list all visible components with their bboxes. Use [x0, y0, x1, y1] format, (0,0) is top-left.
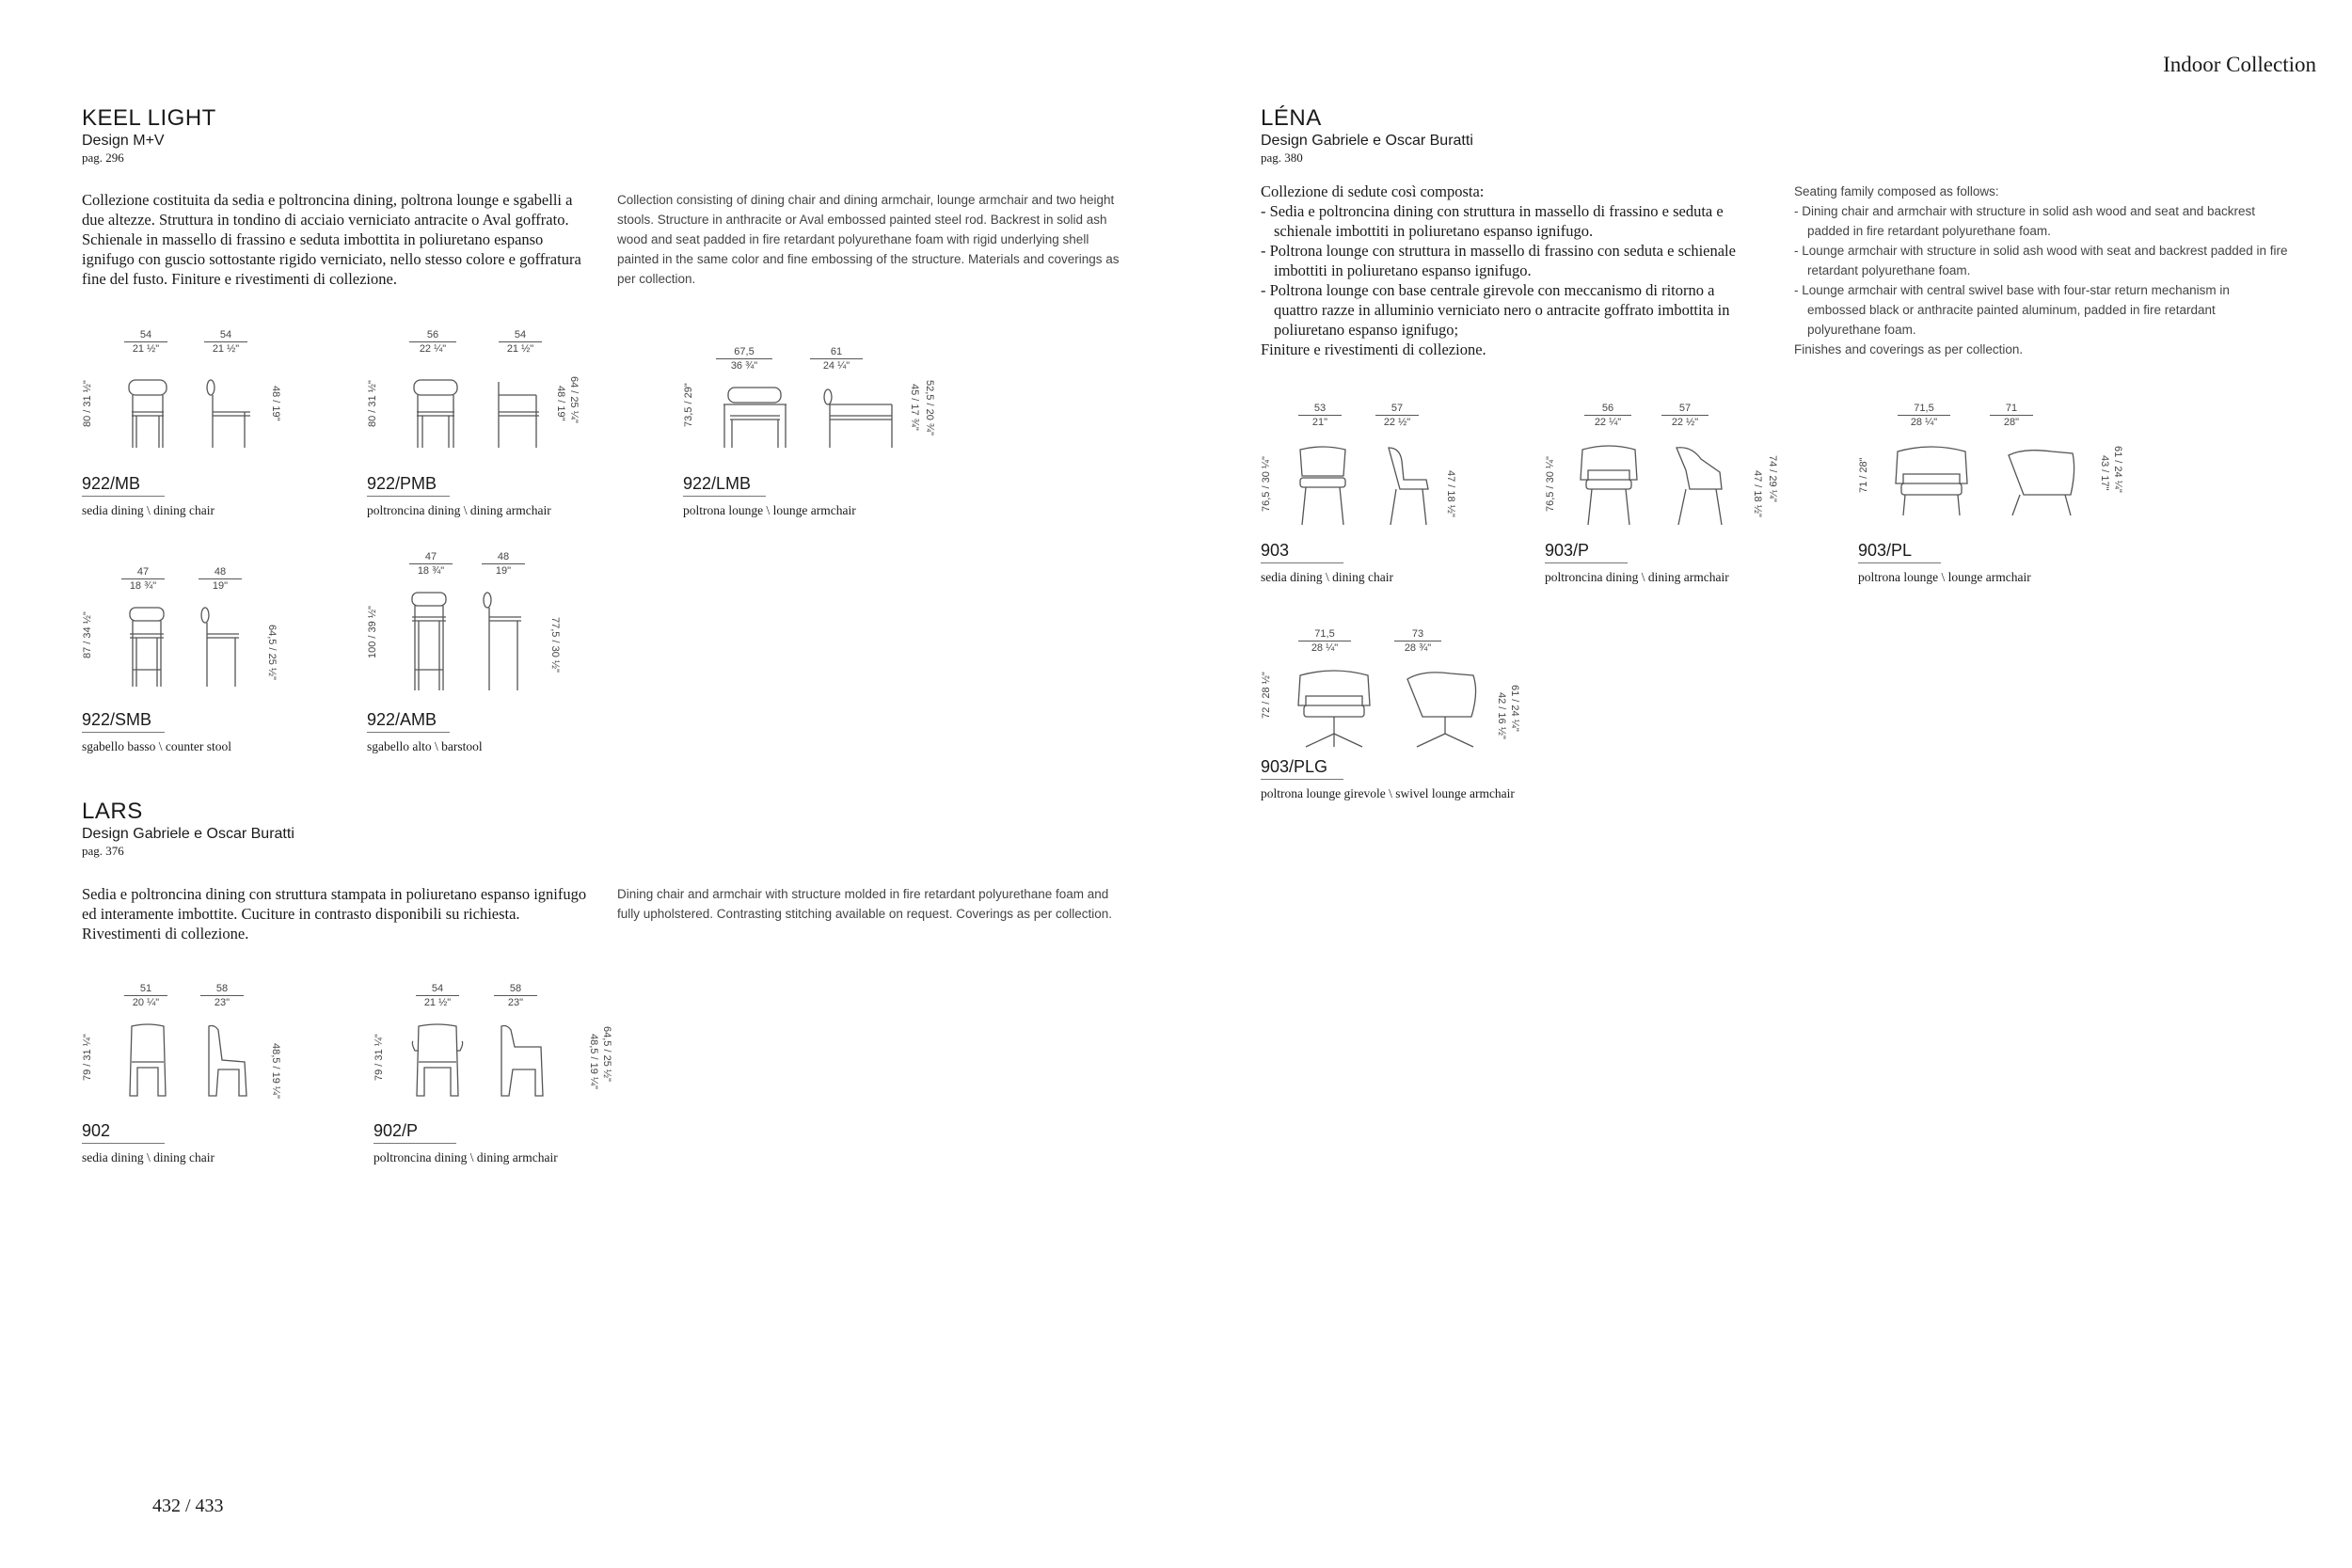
dimension-arm-height: 61 / 24 ¼"	[1509, 685, 1520, 732]
product-code: 922/SMB	[82, 709, 165, 733]
dimension-width-front: 51 20 ¼"	[124, 983, 167, 1008]
product-label	[367, 709, 483, 755]
description-outro: Finiture e rivestimenti di collezione.	[1261, 341, 1486, 358]
keel-section-header	[82, 105, 216, 166]
product-code: 903/P	[1545, 540, 1628, 563]
keel-description-en	[617, 190, 1130, 289]
page-numbers: 432 / 433	[152, 1496, 224, 1516]
description-item: - Dining chair and armchair with structure in solid ash wood and seat and backrest padded in fire retardant polyurethane foam.	[1794, 204, 2255, 238]
product-name: poltrona lounge girevole \ swivel lounge armchair	[1261, 786, 1515, 800]
dimension-height: 80 / 31 ½"	[82, 380, 93, 427]
dimension-height: 80 / 31 ½"	[367, 380, 378, 427]
dimension-seat-height: 45 / 17 ¾"	[909, 384, 920, 431]
collection-header: Indoor Collection	[2163, 53, 2316, 76]
section-page-ref: pag. 376	[82, 844, 124, 858]
barstool-drawing	[406, 589, 548, 692]
chair-drawing	[124, 1022, 265, 1098]
dimension-depth-side: 71 28"	[1990, 403, 2033, 428]
description-intro: Seating family composed as follows:	[1794, 184, 1999, 198]
dimension-depth-side: 54 21 ½"	[204, 329, 247, 355]
dimension-width-front: 56 22 ¼"	[1584, 403, 1631, 428]
dimension-seat-height: 47 / 18 ½"	[1752, 470, 1763, 517]
product-code: 922/LMB	[683, 473, 766, 497]
chair-drawing	[1295, 442, 1445, 527]
product-label	[373, 1120, 558, 1166]
description-text: Sedia e poltroncina dining con struttura stampata in poliuretano espanso ignifugo ed interamente imbottite. Cuciture in contrasto disponibili su richiesta. Rivestimenti di collezione.	[82, 885, 587, 942]
section-designer: Design M+V	[82, 133, 165, 149]
dimension-arm-height: 61 / 24 ¼"	[2112, 446, 2123, 493]
description-item: - Lounge armchair with central swivel base with four-star return mechanism in embossed black or anthracite painted aluminum, padded in fire retardant polyurethane foam.	[1794, 283, 2230, 337]
product-code: 922/MB	[82, 473, 165, 497]
dimension-depth-side: 61 24 ¼"	[810, 346, 863, 372]
dimension-height: 76,5 / 30 ¼"	[1545, 456, 1556, 512]
product-name: sedia dining \ dining chair	[82, 503, 215, 517]
dimension-width-front: 71,5 28 ¼"	[1298, 628, 1351, 654]
product-code: 922/AMB	[367, 709, 450, 733]
dimension-depth-side: 48 19"	[482, 551, 525, 577]
dimension-seat-height: 64,5 / 25 ½"	[266, 625, 278, 680]
description-item: - Poltrona lounge con base centrale girevole con meccanismo di ritorno a quattro razze in alluminio verniciato nero o antracite goffrato imbottita in poliuretano espanso ignifugo;	[1261, 281, 1730, 339]
dimension-depth-side: 48 19"	[199, 566, 242, 592]
product-label	[1858, 540, 2031, 586]
section-title: KEEL LIGHT	[82, 105, 216, 131]
dimension-height: 100 / 39 ½"	[367, 606, 378, 658]
product-label	[82, 1120, 215, 1166]
dimension-depth-side: 73 28 ¾"	[1394, 628, 1441, 654]
dimension-width-front: 71,5 28 ¼"	[1898, 403, 1950, 428]
description-item: - Lounge armchair with structure in solid ash wood with seat and backrest padded in fire retardant polyurethane foam.	[1794, 244, 2288, 277]
lars-section-header	[82, 799, 294, 859]
swivel-lounge-drawing	[1295, 666, 1502, 751]
armchair-drawing	[1579, 442, 1757, 527]
lounge-drawing	[719, 384, 916, 450]
dimension-height: 79 / 31 ¼"	[82, 1034, 93, 1081]
section-page-ref: pag. 380	[1261, 150, 1303, 165]
product-name: poltroncina dining \ dining armchair	[373, 1150, 558, 1164]
dimension-arm-height: 64 / 25 ¼"	[568, 376, 580, 423]
product-label	[82, 473, 215, 519]
armchair-drawing	[409, 374, 550, 450]
product-label	[1261, 540, 1393, 586]
lena-description-it	[1261, 182, 1736, 359]
dimension-height: 71 / 28"	[1858, 457, 1869, 493]
dimension-seat-height: 47 / 18 ½"	[1445, 470, 1456, 517]
dimension-height: 79 / 31 ¼"	[373, 1034, 385, 1081]
section-designer: Design Gabriele e Oscar Buratti	[82, 826, 294, 842]
dimension-seat-height: 48 / 19"	[270, 386, 281, 421]
product-name: poltrona lounge \ lounge armchair	[1858, 570, 2031, 584]
product-code: 903/PLG	[1261, 756, 1343, 780]
description-text: Dining chair and armchair with structure molded in fire retardant polyurethane foam and fully upholstered. Contrasting stitching available on request. Coverings as per collection.	[617, 887, 1113, 921]
product-name: sedia dining \ dining chair	[1261, 570, 1393, 584]
dimension-arm-height: 64,5 / 25 ½"	[601, 1026, 612, 1082]
dimension-depth-side: 58 23"	[494, 983, 537, 1008]
dimension-height: 72 / 28 ½"	[1261, 672, 1272, 719]
product-code: 903	[1261, 540, 1343, 563]
dimension-depth-side: 54 21 ½"	[499, 329, 542, 355]
lena-description-en	[1794, 182, 2288, 359]
dimension-width-front: 53 21"	[1298, 403, 1342, 428]
dimension-width-front: 54 21 ½"	[416, 983, 459, 1008]
description-intro: Collezione di sedute così composta:	[1261, 182, 1485, 200]
product-label	[1261, 756, 1515, 802]
section-designer: Design Gabriele e Oscar Buratti	[1261, 133, 1473, 149]
lena-section-header	[1261, 105, 1473, 166]
dimension-width-front: 54 21 ½"	[124, 329, 167, 355]
dimension-seat-height: 42 / 16 ½"	[1496, 692, 1507, 739]
description-item: - Sedia e poltroncina dining con struttura in massello di frassino e seduta e schienale imbottiti in poliuretano espanso ignifugo.	[1261, 202, 1724, 240]
dimension-seat-height: 48 / 19"	[555, 386, 566, 421]
product-label	[1545, 540, 1729, 586]
dimension-width-front: 56 22 ¼"	[409, 329, 456, 355]
product-name: sgabello alto \ barstool	[367, 739, 483, 753]
product-name: sedia dining \ dining chair	[82, 1150, 215, 1164]
product-code: 903/PL	[1858, 540, 1941, 563]
dimension-depth-side: 58 23"	[200, 983, 244, 1008]
product-code: 922/PMB	[367, 473, 450, 497]
dimension-height: 87 / 34 ½"	[82, 611, 93, 658]
description-outro: Finishes and coverings as per collection.	[1794, 342, 2024, 356]
chair-drawing	[124, 374, 256, 450]
section-title: LARS	[82, 799, 143, 824]
lars-description-en	[617, 884, 1130, 924]
description-item: - Poltrona lounge con struttura in massello di frassino con seduta e schienale imbottiti in poliuretano espanso ignifugo.	[1261, 242, 1736, 279]
lounge-drawing	[1892, 442, 2108, 517]
product-name: sgabello basso \ counter stool	[82, 739, 231, 753]
dimension-seat-height: 48,5 / 19 ¼"	[588, 1034, 599, 1089]
description-text: Collection consisting of dining chair and dining armchair, lounge armchair and two height stools. Structure in anthracite or Aval embossed painted steel rod. Backrest in solid ash wood and seat padded in fire retardant polyurethane foam with rigid underlying shell painted in the same color and fine embossing of the structure. Materials and coverings as per collection.	[617, 193, 1120, 286]
dimension-seat-height: 48,5 / 19 ¼"	[270, 1043, 281, 1099]
dimension-depth-side: 57 22 ½"	[1375, 403, 1419, 428]
armchair-drawing	[409, 1022, 579, 1098]
dimension-seat-height: 77,5 / 30 ½"	[549, 617, 561, 673]
product-label	[367, 473, 551, 519]
section-page-ref: pag. 296	[82, 150, 124, 165]
product-code: 902	[82, 1120, 165, 1144]
dimension-seat-height: 43 / 17"	[2099, 455, 2110, 491]
dimension-height: 73,5 / 29"	[683, 383, 694, 427]
dimension-arm-height: 74 / 29 ¼"	[1767, 455, 1778, 502]
product-code: 902/P	[373, 1120, 456, 1144]
product-name: poltrona lounge \ lounge armchair	[683, 503, 856, 517]
product-name: poltroncina dining \ dining armchair	[367, 503, 551, 517]
keel-description-it	[82, 190, 590, 289]
lars-description-it	[82, 884, 590, 943]
dimension-width-front: 47 18 ¾"	[409, 551, 453, 577]
section-title: LÉNA	[1261, 105, 1322, 131]
product-name: poltroncina dining \ dining armchair	[1545, 570, 1729, 584]
stool-drawing	[124, 604, 265, 689]
dimension-width-front: 67,5 36 ¾"	[716, 346, 772, 372]
dimension-width-front: 47 18 ¾"	[121, 566, 165, 592]
dimension-height: 76,5 / 30 ¼"	[1261, 456, 1272, 512]
product-label	[82, 709, 231, 755]
dimension-arm-height: 52,5 / 20 ¾"	[924, 380, 935, 436]
dimension-depth-side: 57 22 ½"	[1661, 403, 1708, 428]
description-text: Collezione costituita da sedia e poltroncina dining, poltrona lounge e sgabelli a due altezze. Struttura in tondino di acciaio verniciato antracite o Aval goffrato. Schienale in massello di frassino e seduta imbottita in poliuretano espanso ignifugo con guscio sottostante rigido verniciato, nello stesso colore e goffratura fine del fusto. Finiture e rivestimenti di collezione.	[82, 191, 581, 288]
product-label	[683, 473, 856, 519]
